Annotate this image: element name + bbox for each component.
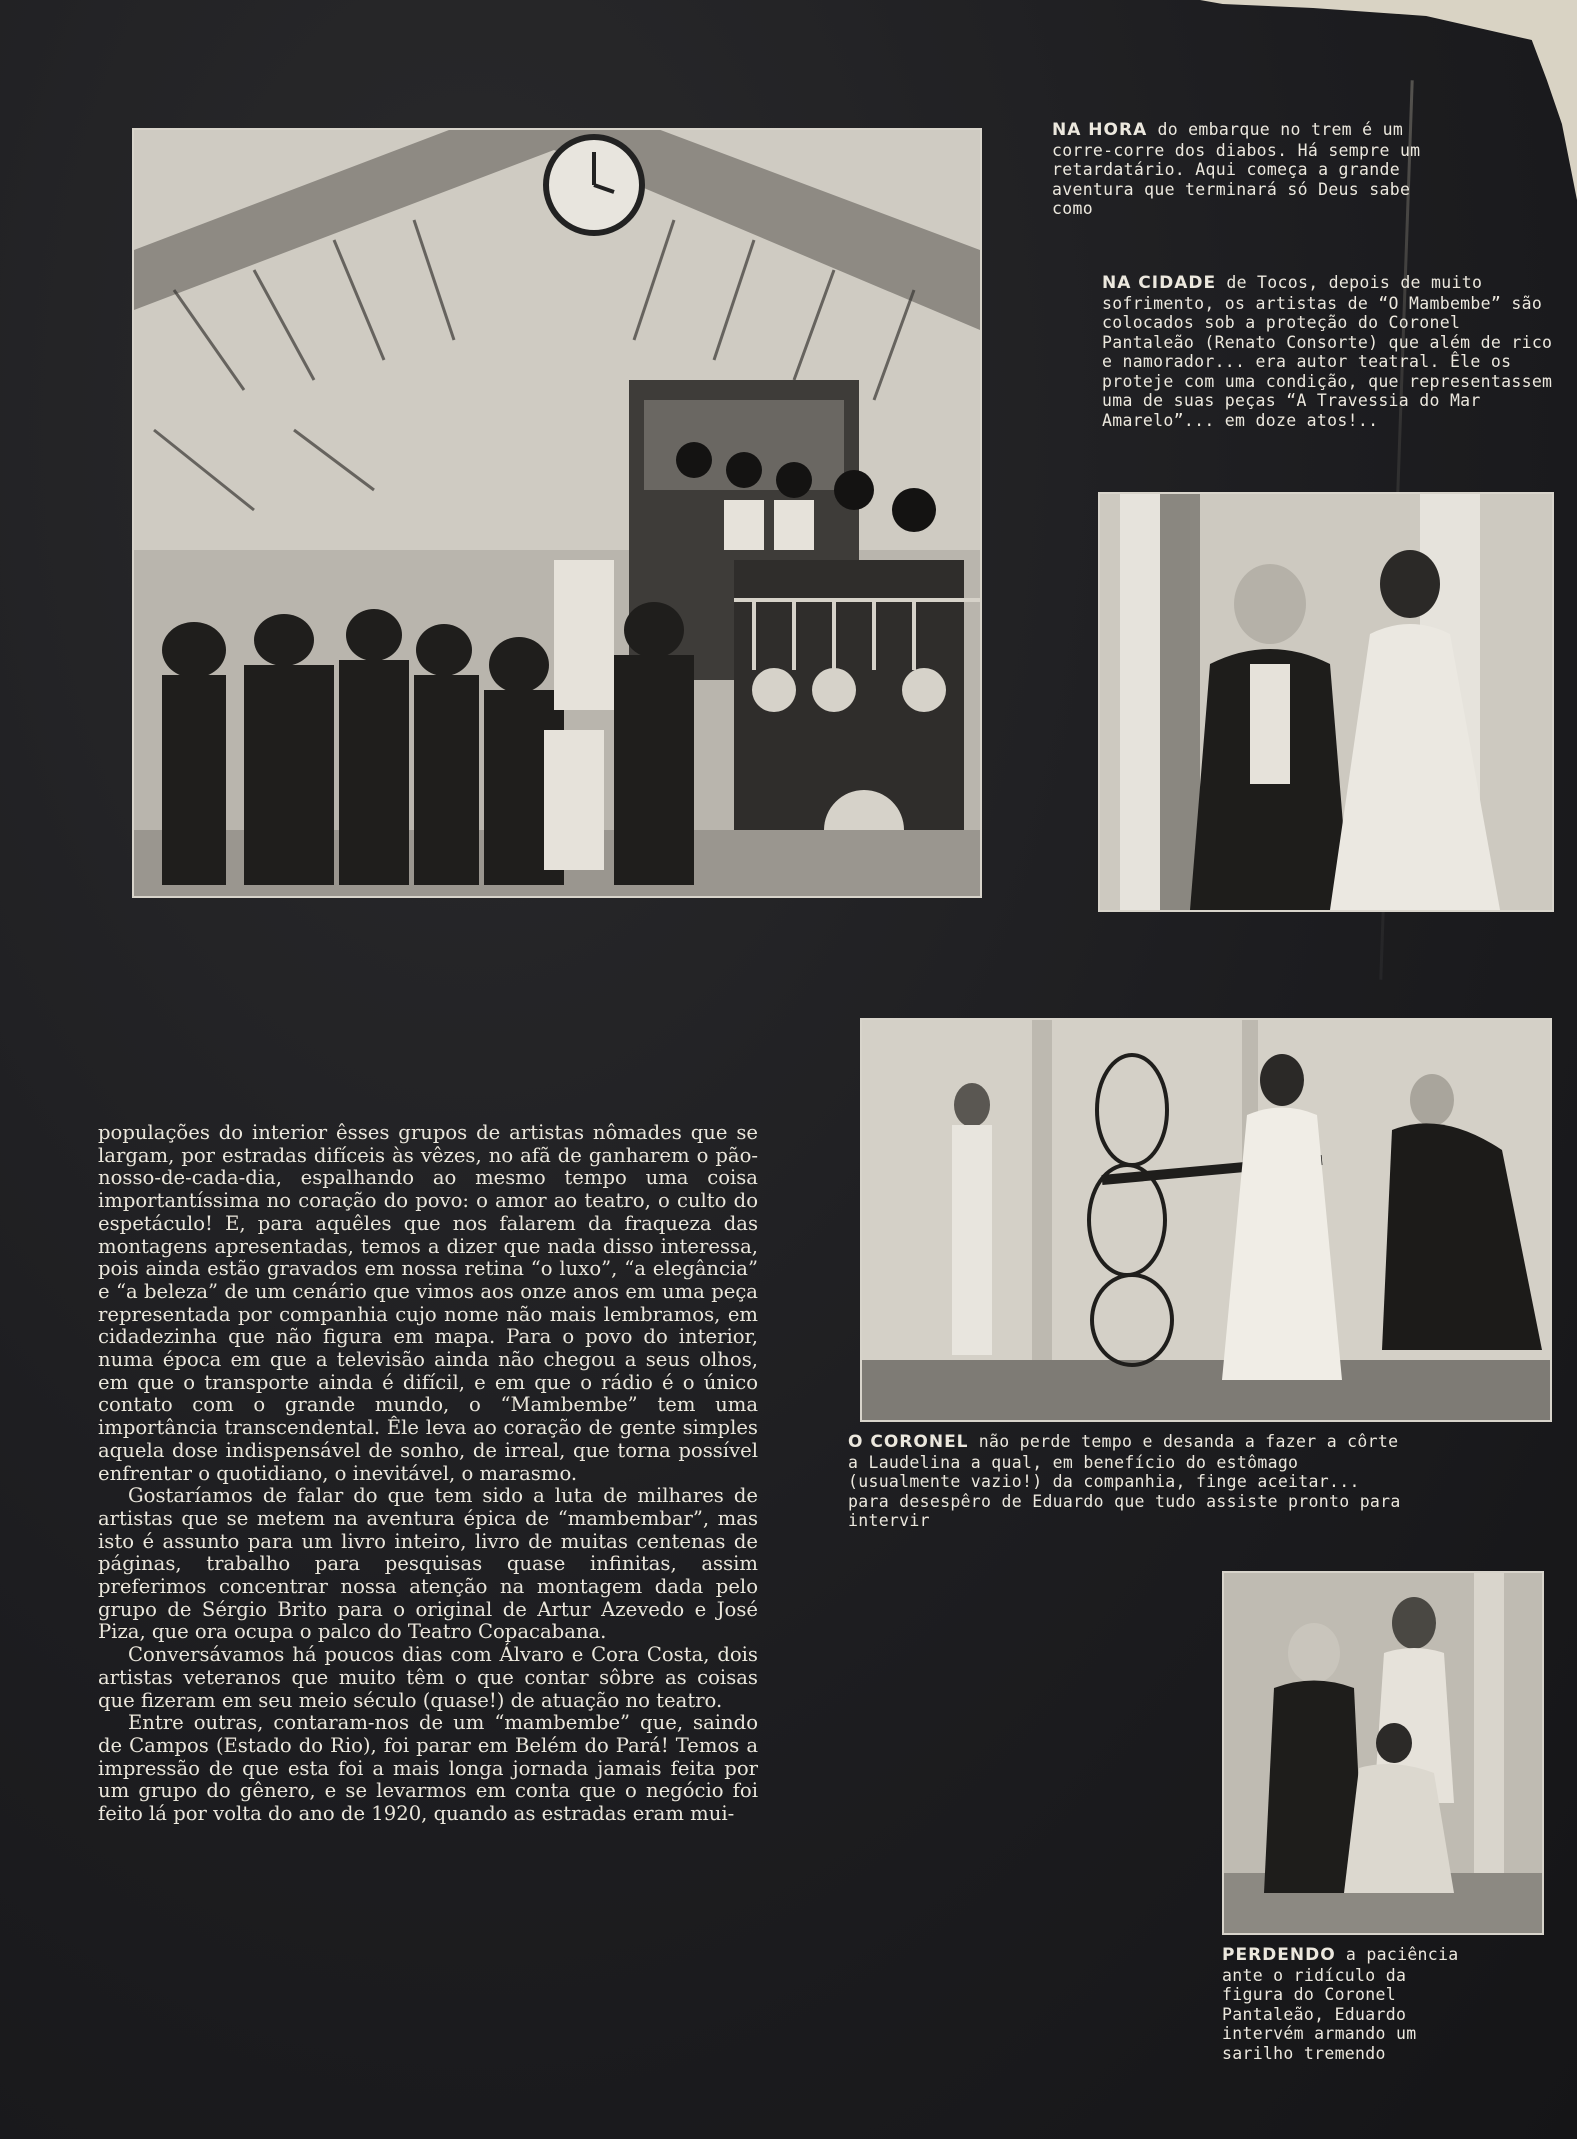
article-paragraph-2: Gostaríamos de falar do que tem sido a luta de milhares de artistas que se metem na aventura épica de “mambembar”, mas isto é assunto para um livro inteiro, livro de muitas centenas de páginas, trabalho para pesquisas quase infinitas, assim preferimos concentrar nossa atenção na montagem dada pelo grupo de Sérgio Brito para o original de Artur Azevedo e José Piza, que ora ocupa o palco do Teatro Copacabana. [98, 1484, 758, 1644]
article-paragraph-1: populações do interior êsses grupos de artistas nômades que se largam, por estradas difíceis às vêzes, no afã de ganharem o pão-nosso-de-cada-dia, espalhando ao mesmo tempo uma coisa importantíssima no coração do povo: o amor ao teatro, o culto do espetáculo! E, para aquêles que nos falarem da fraqueza das montagens apresentadas, temos a dizer que nada disso interessa, pois ainda estão gravados em nossa retina “o luxo”, “a elegância” e “a beleza” de um cenário que vimos aos onze anos em uma peça representada por companhia cujo nome não mais lembramos, em cidadezinha que não figura em mapa. Para o povo do interior, numa época em que a televisão ainda não chegou a seus olhos, em que o transporte ainda é difícil, e em que o rádio é o único contato com o grande mundo, o “Mambembe” tem uma importância transcendental. Êle leva ao coração de gente simples aquela dose indispensável de sonho, de irreal, que torna possível enfrentar o quotidiano, o inevitável, o marasmo. [98, 1121, 758, 1485]
caption-train-text: do embarque no trem é um corre-corre dos diabos. Há sempre um retardatário. Aqui começa a grande aventura que terminará só Deus sabe como [1052, 120, 1421, 218]
photo-train-station [132, 128, 982, 898]
caption-perdendo-lead: PERDENDO [1222, 1945, 1336, 1965]
caption-coronel-lead: O CORONEL [848, 1432, 969, 1452]
caption-perdendo [1222, 1945, 1460, 2063]
photo-stage-barrel [860, 1018, 1552, 1422]
stage-barrel-illustration [862, 1020, 1550, 1420]
article-paragraph-3: Conversávamos há poucos dias com Álvaro e Cora Costa, dois artistas veteranos que muito têm o que contar sôbre as coisas que fizeram em seu meio século (quase!) de atuação no teatro. [98, 1643, 758, 1712]
caption-perdendo-text: a paciência ante o ridículo da figura do Coronel Pantaleão, Eduardo intervém armando um sarilho tremendo [1222, 1945, 1459, 2063]
caption-coronel [848, 1432, 1408, 1531]
confrontation-illustration [1224, 1573, 1542, 1933]
article-paragraph-4: Entre outras, contaram-nos de um “mambembe” que, saindo de Campos (Estado do Rio), foi parar em Belém do Pará! Temos a impressão de que esta foi a mais longa jornada jamais feita por um grupo do gênero, e se levarmos em conta que o negócio foi feito lá por volta do ano de 1920, quando as estradas eram mui- [98, 1711, 758, 1826]
caption-city-lead: NA CIDADE [1102, 273, 1217, 293]
train-station-illustration [134, 130, 980, 896]
caption-city-text: de Tocos, depois de muito sofrimento, os artistas de “O Mambembe” são colocados sob a proteção do Coronel Pantaleão (Renato Consorte) que além de rico e namorador... era autor teatral. Êle os proteje com uma condição, que representassem uma de suas peças “A Travessia do Mar Amarelo”... em doze atos!.. [1102, 273, 1553, 430]
photo-confrontation [1222, 1571, 1544, 1935]
caption-train-lead: NA HORA [1052, 120, 1148, 140]
caption-train [1052, 120, 1452, 219]
photo-coronel-lady [1098, 492, 1554, 912]
caption-city [1102, 273, 1554, 430]
caption-coronel-text: não perde tempo e desanda a fazer a côrte a Laudelina a qual, em benefício do estômago (usualmente vazio!) da companhia, finge aceitar... para desespêro de Eduardo que tudo assiste pronto para intervir [848, 1432, 1401, 1530]
article-body [98, 1122, 758, 1826]
coronel-lady-illustration [1100, 494, 1552, 910]
